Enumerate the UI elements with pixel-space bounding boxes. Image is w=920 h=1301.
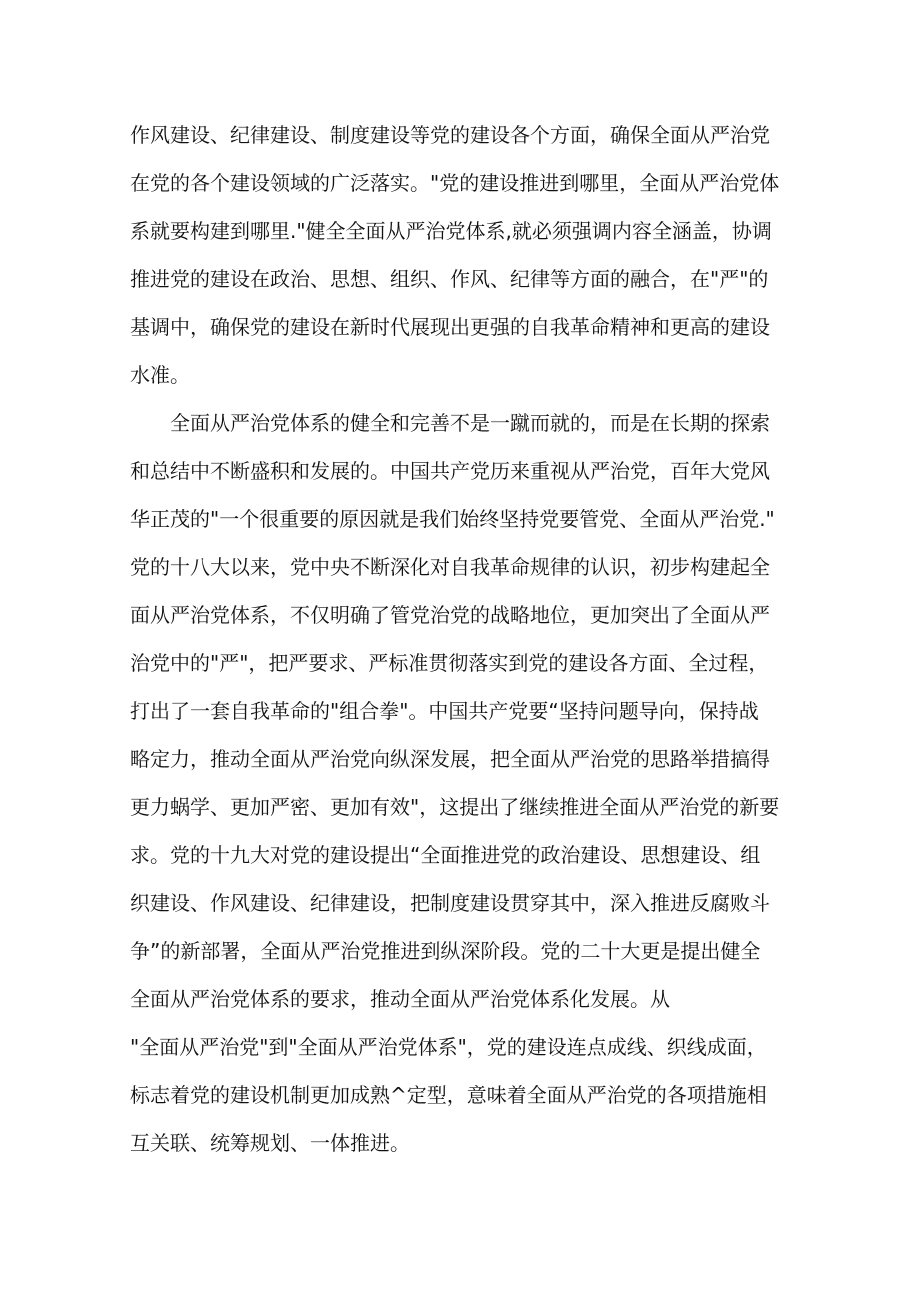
paragraph-line: 作风建设、纪律建设、制度建设等党的建设各个方面，确保全面从严治党 bbox=[130, 123, 770, 147]
paragraph-line: 基调中，确保党的建设在新时代展现出更强的自我革命精神和更高的建设 bbox=[130, 315, 770, 339]
paragraph-line: 推进党的建设在政治、思想、组织、作风、纪律等方面的融合，在"严"的 bbox=[130, 267, 769, 291]
paragraph-line: 标志着党的建设机制更加成熟^定型，意味着全面从严治党的各项措施相 bbox=[130, 1083, 767, 1107]
paragraph-2 bbox=[130, 399, 780, 1167]
paragraph-line: 更力蜗学、更加严密、更加有效"，这提出了继续推进全面从严治党的新要 bbox=[130, 795, 780, 819]
paragraph-line: 打出了一套自我革命的"组合拳"。中国共产党要“坚持问题导向，保持战 bbox=[130, 699, 759, 723]
paragraph-line: 水准。 bbox=[130, 363, 190, 387]
paragraph-line: 党的十八大以来，党中央不断深化对自我革命规律的认识，初步构建起全 bbox=[130, 555, 770, 579]
paragraph-line: 在党的各个建设领域的广泛落实。"党的建设推进到哪里，全面从严治党体 bbox=[130, 171, 780, 195]
paragraph-line: 全面从严治党体系的要求，推动全面从严治党体系化发展。从 bbox=[130, 987, 670, 1011]
paragraph-line: "全面从严治党"到"全面从严治党体系"，党的建设连点成线、织线成面， bbox=[130, 1035, 767, 1059]
paragraph-line: 求。党的十九大对党的建设提出“全面推进党的政治建设、思想建设、组 bbox=[130, 843, 761, 867]
paragraph-1 bbox=[130, 111, 780, 399]
paragraph-line: 治党中的"严"，把严要求、严标准贯彻落实到党的建设各方面、全过程， bbox=[130, 651, 769, 675]
paragraph-line: 织建设、作风建设、纪律建设，把制度建设贯穿其中，深入推进反腐败斗 bbox=[130, 891, 770, 915]
paragraph-line: 互关联、统筹规划、一体推进。 bbox=[130, 1131, 410, 1155]
paragraph-line: 全面从严治党体系的健全和完善不是一蹴而就的，而是在长期的探索 bbox=[130, 411, 770, 435]
paragraph-line: 略定力，推动全面从严治党向纵深发展，把全面从严治党的思路举措搞得 bbox=[130, 747, 770, 771]
paragraph-line: 系就要构建到哪里."健全全面从严治党体系,就必须强调内容全涵盖，协调 bbox=[130, 219, 772, 243]
paragraph-line: 面从严治党体系，不仅明确了管党治党的战略地位，更加突出了全面从严 bbox=[130, 603, 770, 627]
paragraph-line: 争”的新部署，全面从严治党推进到纵深阶段。党的二十大更是提出健全 bbox=[130, 939, 761, 963]
paragraph-line: 华正茂的"一个很重要的原因就是我们始终坚持党要管党、全面从严治党." bbox=[130, 507, 775, 531]
paragraph-line: 和总结中不断盛积和发展的。中国共产党历来重视从严治党，百年大党风 bbox=[130, 459, 770, 483]
